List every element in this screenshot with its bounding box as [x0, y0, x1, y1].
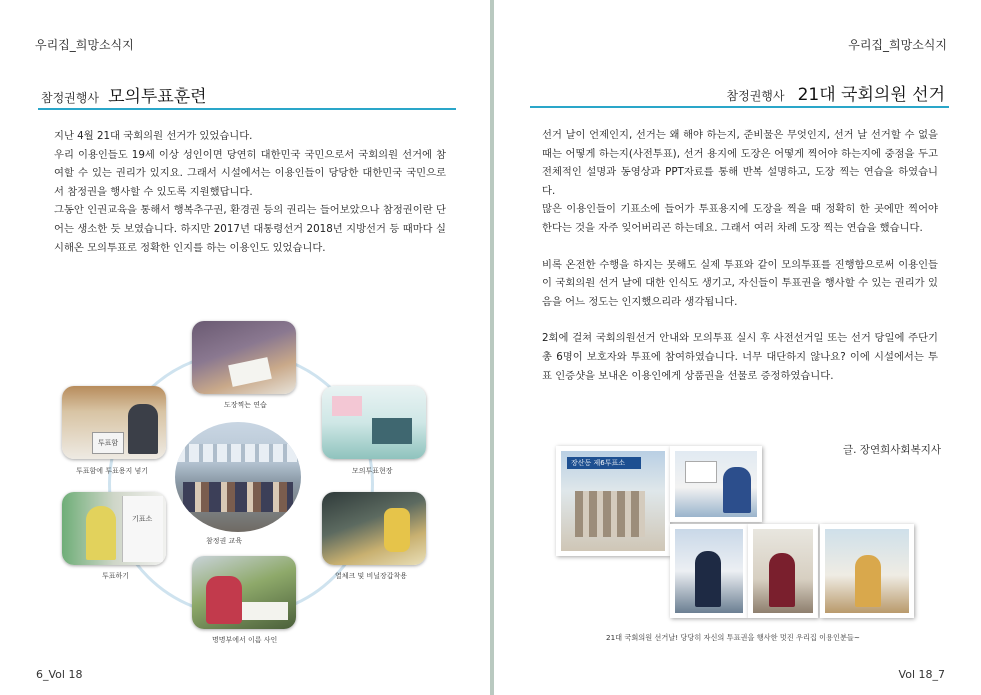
- caption-left-top: 투표함에 투표용지 넣기: [76, 467, 149, 475]
- photo-voter-4: [820, 524, 914, 618]
- section-title: 모의투표훈련: [108, 87, 207, 107]
- photo-polling-station: [556, 446, 670, 556]
- photo-voter-3: [748, 524, 818, 618]
- magazine-header: 우리집_희망소식지: [35, 38, 134, 52]
- paragraph: 그동안 인권교육을 통해서 행복추구권, 환경권 등의 권리는 들어보았으나 참정권이란 단어는 생소한 듯 보였습니다. 하지만 2017년 대통령선거 2018년 지방선거 등 때마다 실시해온 모의투표로 정확한 인지를 하는 이용인도 있었습니다.: [54, 204, 446, 254]
- section-header: [38, 74, 456, 110]
- page-number: 6_Vol 18: [36, 668, 83, 681]
- photo-voting-booth: [62, 492, 166, 565]
- polling-station-sign: 장산동 제6투표소: [567, 457, 641, 469]
- photo-civics-class: [175, 422, 301, 532]
- paragraph: 비록 온전한 수행을 하지는 못해도 실제 투표와 같이 모의투표를 진행함으로써 이용인들이 국회의원 선거 날에 대한 인식도 생기고, 자신들이 투표권을 행사할 수 있는 권리가 있음을 어느 정도는 인지했으리라 생각됩니다.: [542, 258, 938, 308]
- magazine-header: 우리집_희망소식지: [848, 38, 947, 52]
- caption-center: 참정권 교육: [206, 537, 243, 545]
- photo-temperature-check: [322, 492, 426, 565]
- left-page: [0, 0, 490, 695]
- photo-stamp-practice: [192, 321, 296, 394]
- paragraph: 선거 날이 언제인지, 선거는 왜 해야 하는지, 준비물은 무엇인지, 선거 날 선거할 수 없을 때는 어떻게 하는지(사전투표), 선거 용지에 도장은 어떻게 찍어야 하는지에 중점을 두고 전체적인 설명과 동영상과 PPT자료를 통해 반복 설명하고, 도장 찍는 연습을 하였습니다.: [542, 129, 938, 197]
- caption-bottom: 명명부에서 이름 사인: [212, 636, 278, 644]
- section-title: 21대 국회의원 선거: [797, 85, 945, 105]
- photo-voter-2: [670, 524, 748, 618]
- caption-right-top: 모의투표현장: [352, 467, 393, 475]
- section-header: [530, 72, 949, 108]
- section-category: 참정권행사: [726, 89, 785, 103]
- photo-voter-1: [670, 446, 762, 522]
- paragraph: 많은 이용인들이 기표소에 들어가 투표용지에 도장을 찍을 때 정확히 한 곳에만 찍어야 한다는 것을 자주 잊어버리곤 하는데요. 그래서 여러 차례 도장 찍는 연습을 했습니다.: [542, 203, 938, 234]
- photo-ballot-box: [62, 386, 166, 459]
- ballot-box-sign: 투표함: [92, 432, 124, 454]
- paragraph: 지난 4월 21대 국회의원 선거가 있었습니다.: [54, 130, 253, 142]
- paragraph: 우리 이용인들도 19세 이상 성인이면 당연히 대한민국 국민으로서 국회의원 선거에 참여할 수 있는 권리가 있지요. 그래서 시설에서는 이용인들이 당당한 대한민국 국민으로서 참정권을 행사할 수 있도록 지원했답니다.: [54, 148, 446, 198]
- photo-mock-vote-site: [322, 386, 426, 459]
- paragraph: 2회에 걸쳐 국회의원선거 안내와 모의투표 실시 후 사전선거일 또는 선거 당일에 주단기 총 6명이 보호자와 투표에 참여하였습니다. 너무 대단하지 않나요? 이에 시설에서는 투표 인증샷을 보내온 이용인에게 상품권을 선물로 증정하였습니다.: [542, 332, 938, 382]
- author-credit: 글. 장연희사회복지사: [843, 444, 941, 456]
- photo-sign-register: [192, 556, 296, 629]
- section-category: 참정권행사: [41, 91, 99, 105]
- right-page: [494, 0, 981, 695]
- caption-top: 도장찍는 연습: [224, 401, 267, 409]
- caption-right-bottom: 열체크 및 비닐장갑착용: [335, 572, 408, 580]
- photo-caption: 21대 국회의원 선거날! 당당히 자신의 투표권을 행사한 멋진 우리집 이용인분들~: [606, 633, 860, 642]
- caption-left-bottom: 투표하기: [102, 572, 130, 580]
- booth-sign: 기표소: [132, 515, 153, 523]
- page-number: Vol 18_7: [898, 668, 945, 681]
- article-body: [54, 127, 446, 257]
- article-body: [542, 126, 938, 385]
